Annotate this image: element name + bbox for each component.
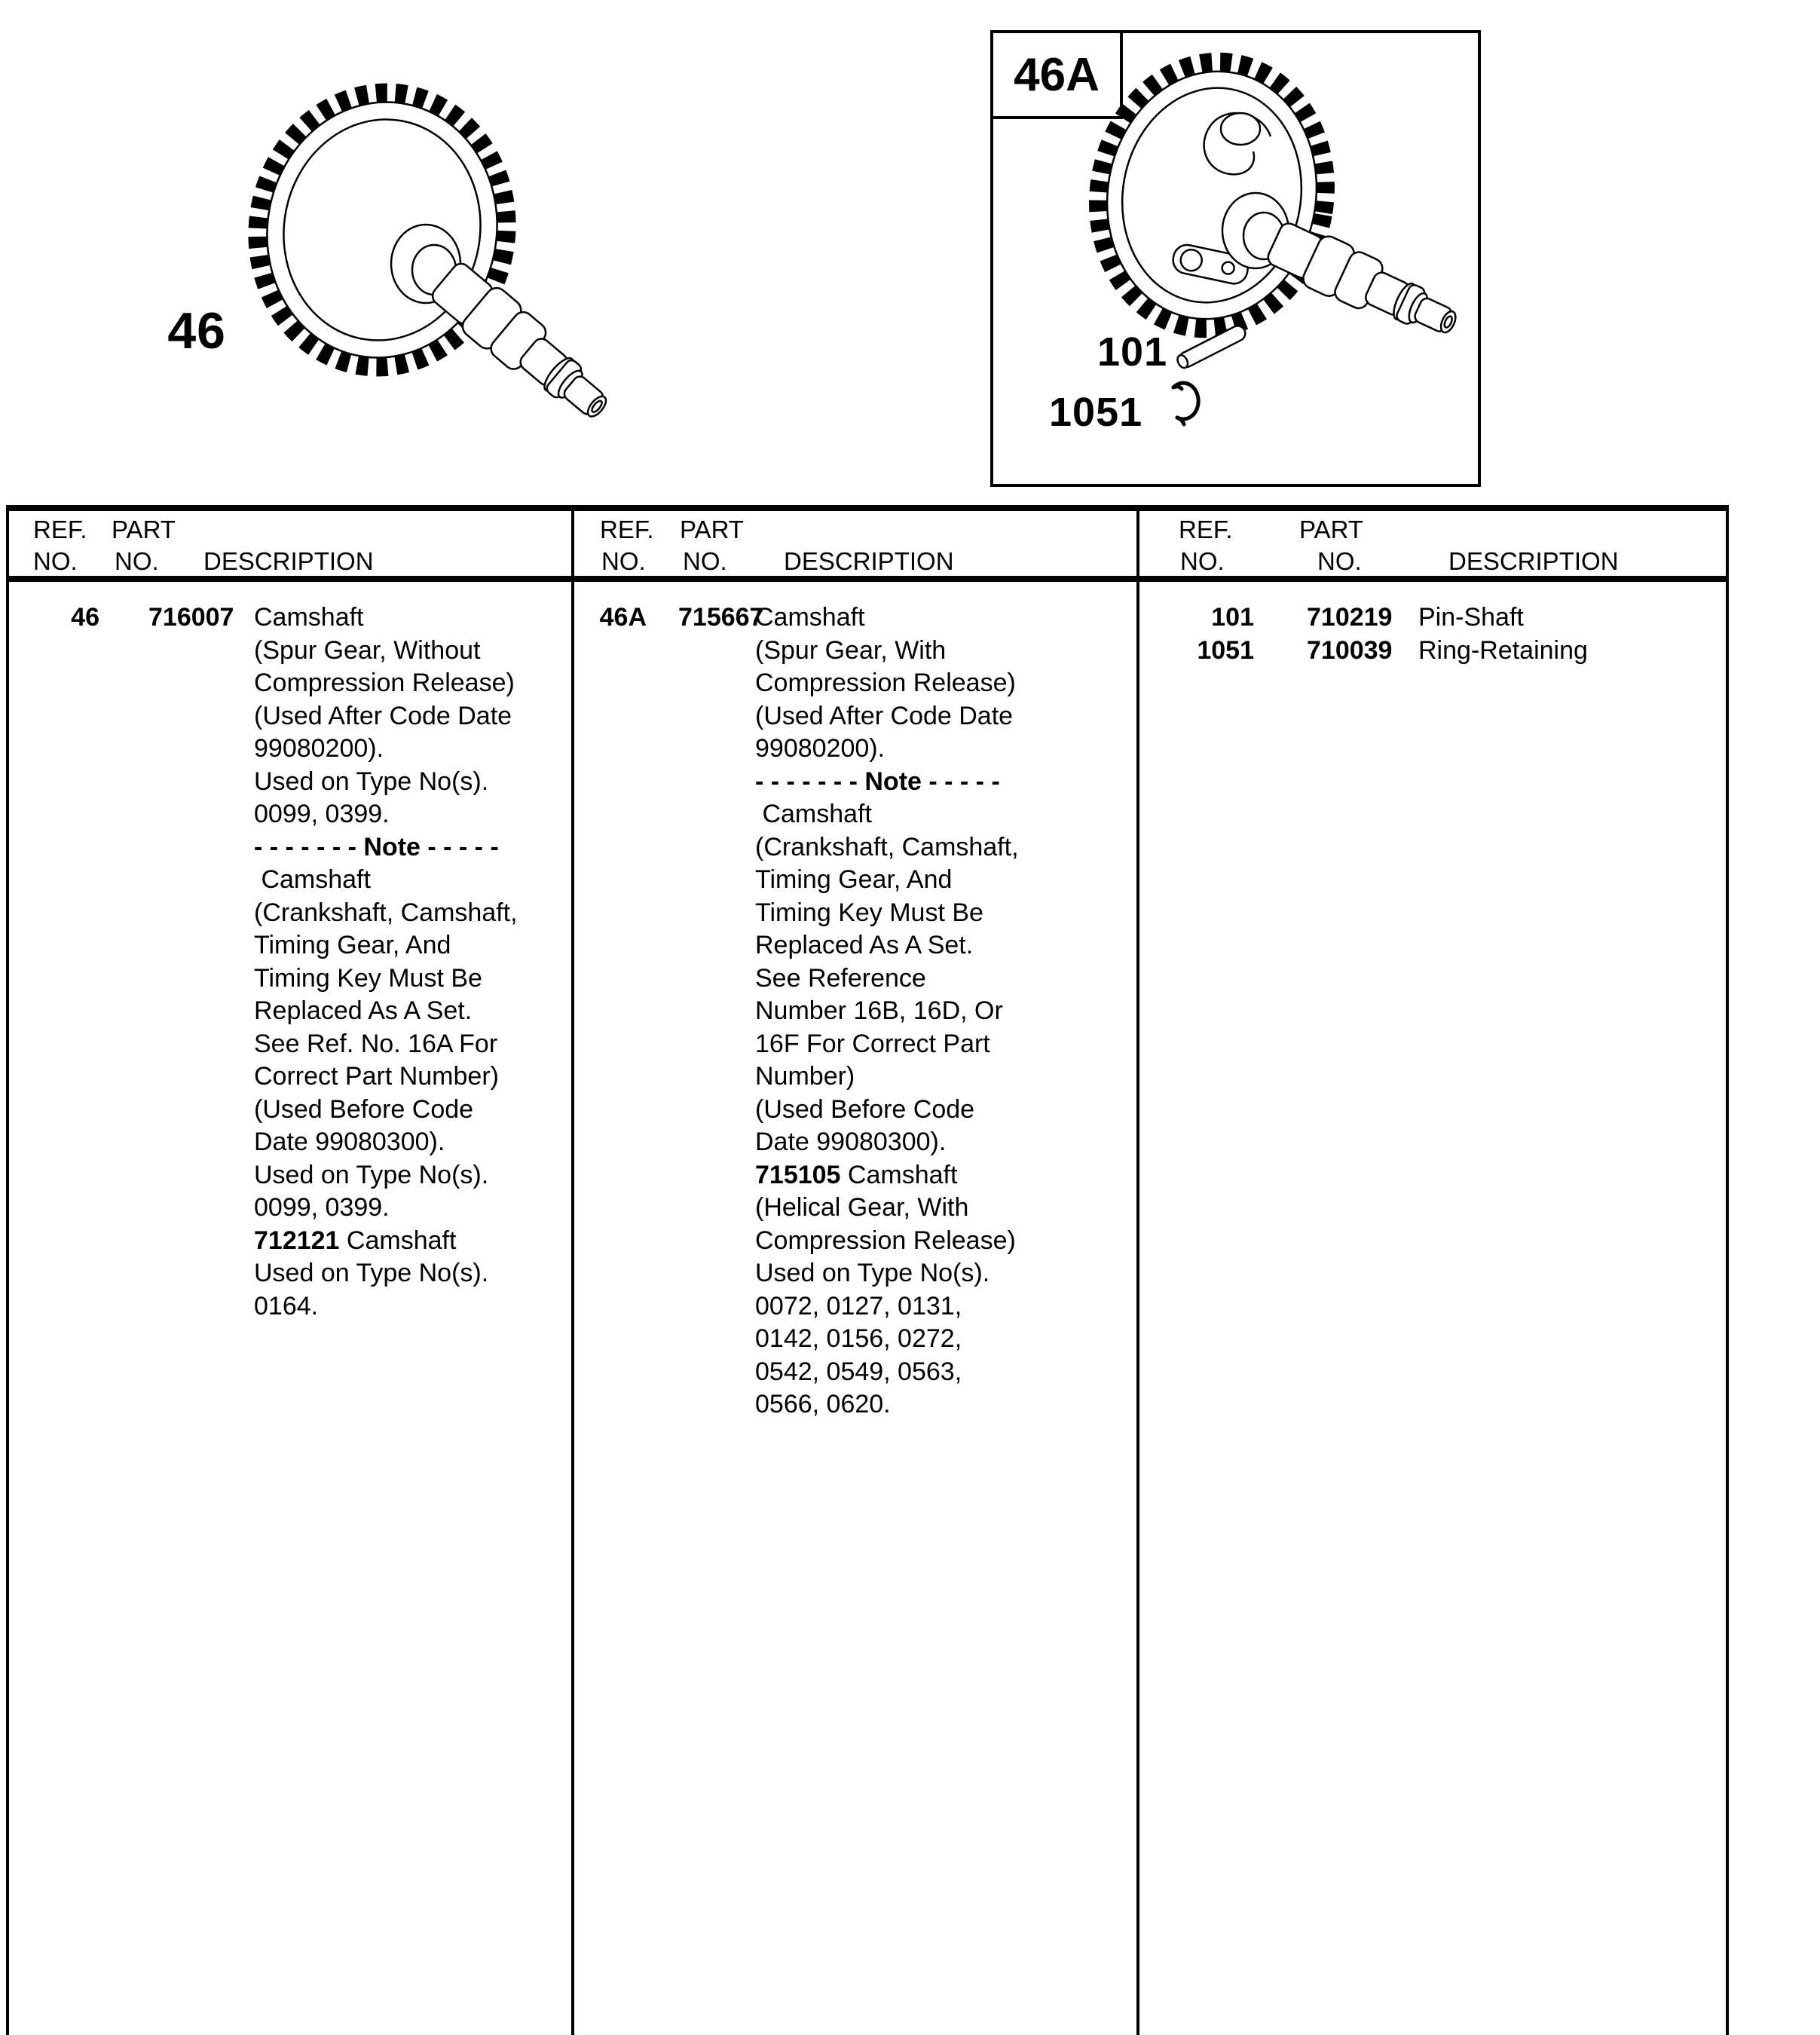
header-ref-line1: REF.: [33, 516, 87, 543]
description-line: Number 16B, 16D, Or: [755, 996, 1003, 1025]
description-line: Used on Type No(s).: [755, 1259, 990, 1287]
header-part-line1: PART: [680, 516, 744, 543]
description-line: (Used Before Code: [254, 1094, 474, 1124]
pin-shaft-drawing: [1163, 314, 1261, 381]
description-line: Timing Key Must Be: [755, 898, 983, 927]
header-part-line2: NO.: [1317, 547, 1362, 575]
description-line: Camshaft: [254, 603, 364, 632]
description-line: Replaced As A Set.: [254, 996, 473, 1025]
description-line: See Reference: [755, 963, 926, 993]
description-line: 99080200).: [755, 734, 886, 763]
header-ref-line1: REF.: [1179, 516, 1233, 543]
description-cell: Pin-Shaft: [1418, 603, 1524, 632]
description-line: (Used Before Code: [755, 1094, 975, 1124]
table-header-rule: [6, 576, 1729, 582]
description-cell: [755, 601, 1135, 1421]
part-no-cell: 715667: [678, 603, 764, 632]
description-line: 0566, 0620.: [755, 1390, 891, 1418]
description-line: 99080200).: [254, 734, 384, 763]
header-description: DESCRIPTION: [784, 547, 954, 575]
description-line: (Crankshaft, Camshaft,: [755, 832, 1019, 861]
description-line: See Ref. No. 16A For: [254, 1029, 498, 1058]
description-line: Date 99080300).: [755, 1128, 947, 1156]
table-column-divider-2: [1136, 505, 1139, 2035]
header-ref-line1: REF.: [600, 516, 654, 543]
part-no-cell: 716007: [148, 603, 234, 632]
description-line: (Spur Gear, With: [755, 635, 947, 665]
header-ref-line2: NO.: [601, 547, 646, 575]
header-ref-line2: NO.: [1180, 547, 1225, 575]
description-line: 712121 Camshaft: [254, 1226, 457, 1255]
description-line: 0099, 0399.: [254, 800, 390, 828]
description-line: Number): [755, 1062, 855, 1091]
description-line: 0542, 0549, 0563,: [755, 1357, 962, 1386]
description-line: Camshaft: [254, 865, 371, 894]
retaining-ring-drawing: [1142, 378, 1192, 440]
part-no-cell: 710039: [1307, 635, 1393, 665]
part-no-column: [1307, 601, 1392, 667]
header-part-line2: NO.: [683, 547, 727, 575]
description-line: 0072, 0127, 0131,: [755, 1291, 962, 1320]
figure-46a-panel: [990, 30, 1481, 487]
description-line: Used on Type No(s).: [254, 1259, 489, 1287]
description-line: (Used After Code Date: [254, 701, 512, 730]
description-note-line: - - - - - - - Note - - - - -: [254, 832, 499, 861]
description-line: Correct Part Number): [254, 1062, 499, 1091]
description-line: (Spur Gear, Without: [254, 635, 481, 665]
ref-no-column: [1164, 601, 1254, 667]
ref-no-cell: 101: [1211, 603, 1254, 632]
description-note-line: - - - - - - - Note - - - - -: [755, 767, 1000, 796]
ref-no-cell: 1051: [1197, 635, 1254, 665]
description-cell: Ring-Retaining: [1418, 635, 1588, 665]
header-description: DESCRIPTION: [1448, 547, 1619, 575]
description-line: 0142, 0156, 0272,: [755, 1324, 962, 1353]
description-line: (Used After Code Date: [755, 701, 1014, 730]
description-line: 0164.: [254, 1291, 319, 1320]
description-line: Timing Gear, And: [755, 865, 953, 894]
description-line: Compression Release): [755, 669, 1016, 697]
ref-no-cell: 46: [71, 603, 99, 632]
description-line: Camshaft: [755, 800, 872, 828]
pin-101-label: 101: [1097, 329, 1168, 375]
description-line: 16F For Correct Part: [755, 1029, 990, 1058]
ring-1051-label: 1051: [1049, 390, 1143, 435]
description-line: Date 99080300).: [254, 1128, 445, 1156]
description-line: Compression Release): [254, 669, 515, 697]
header-description: DESCRIPTION: [203, 547, 374, 575]
header-part-line1: PART: [1299, 516, 1363, 543]
description-line: (Crankshaft, Camshaft,: [254, 898, 518, 927]
description-column: [1418, 601, 1588, 667]
description-line: (Helical Gear, With: [755, 1193, 969, 1222]
part-no-cell: 710219: [1307, 603, 1393, 632]
description-line: Timing Gear, And: [254, 931, 451, 959]
header-part-line2: NO.: [115, 547, 159, 575]
header-ref-line2: NO.: [33, 547, 78, 575]
description-line: 715105 Camshaft: [755, 1160, 958, 1189]
table-column-divider-1: [571, 505, 574, 2035]
figure-46a-label: 46A: [990, 30, 1123, 119]
description-line: Used on Type No(s).: [254, 767, 489, 796]
description-line: 0099, 0399.: [254, 1193, 390, 1222]
description-line: Timing Key Must Be: [254, 963, 482, 993]
table-border-right: [1726, 505, 1729, 2035]
description-line: Replaced As A Set.: [755, 931, 974, 959]
description-line: Camshaft: [755, 603, 865, 632]
header-part-line1: PART: [112, 516, 176, 543]
ref-no-cell: 46A: [599, 603, 647, 632]
table-border-left: [6, 505, 9, 2035]
figure-46-label: 46: [167, 302, 226, 360]
description-cell: [254, 601, 564, 1323]
description-line: Compression Release): [755, 1226, 1016, 1255]
camshaft-46-drawing: [241, 75, 610, 399]
description-line: Used on Type No(s).: [254, 1160, 489, 1189]
table-border-top: [6, 505, 1729, 511]
